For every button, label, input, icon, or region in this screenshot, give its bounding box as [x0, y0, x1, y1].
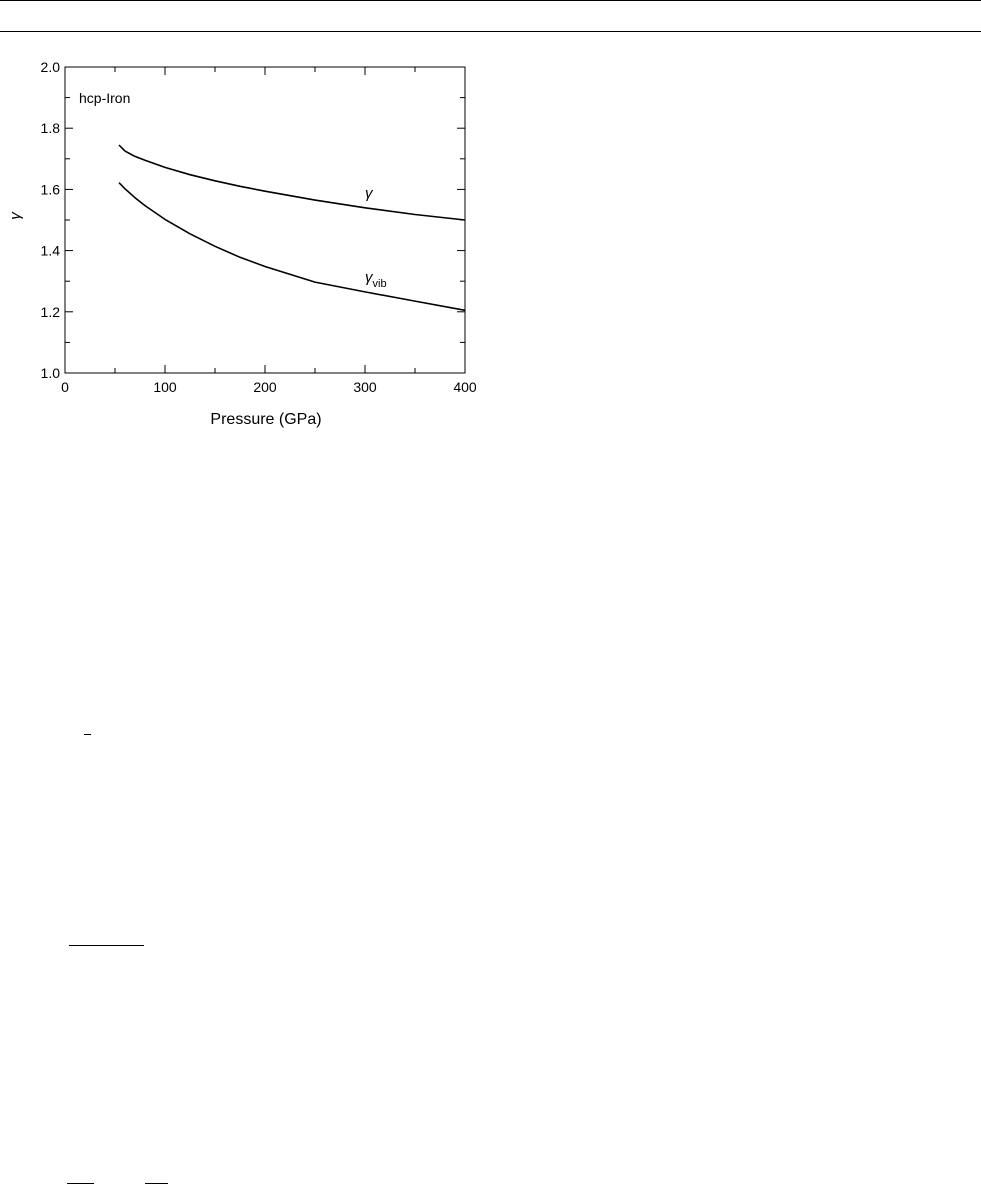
x-axis-label: Pressure (GPa): [210, 411, 322, 428]
x-tick-label: 200: [253, 379, 277, 395]
header-rule-bottom: [0, 31, 981, 32]
y-tick-label: 1.6: [40, 181, 60, 198]
series-lines: [119, 145, 465, 310]
y-tick-label: 1.8: [40, 120, 60, 137]
chart-annotation: hcp-Iron: [79, 90, 131, 106]
tick-labels: [41, 59, 477, 395]
series-label-1: $\gamma_{vib}$: [365, 268, 387, 290]
series-label-0: γ: [365, 184, 373, 202]
x-tick-label: 300: [353, 379, 377, 395]
plot-frame: [65, 67, 465, 373]
series-line-1: [119, 183, 465, 311]
y-tick-label: 1.2: [40, 303, 60, 320]
x-tick-label: 100: [153, 379, 177, 395]
formula-fraction-bar: [84, 734, 91, 735]
y-tick-label: 1.0: [40, 365, 60, 381]
formula-fraction-bar: [145, 1183, 168, 1184]
y-axis-label: γ: [7, 212, 24, 220]
formula-fraction-bar: [69, 945, 144, 946]
x-tick-label: 400: [453, 379, 477, 395]
y-tick-label: 2.0: [40, 59, 60, 75]
series-labels: [365, 185, 387, 290]
gamma-pressure-chart: [0, 50, 500, 440]
x-tick-label: 0: [61, 379, 69, 395]
series-line-0: [119, 145, 465, 220]
formula-fraction-bar: [67, 1183, 94, 1184]
y-tick-label: 1.4: [40, 242, 60, 259]
header-rule-top: [0, 0, 981, 1]
tick-marks: [65, 67, 465, 373]
